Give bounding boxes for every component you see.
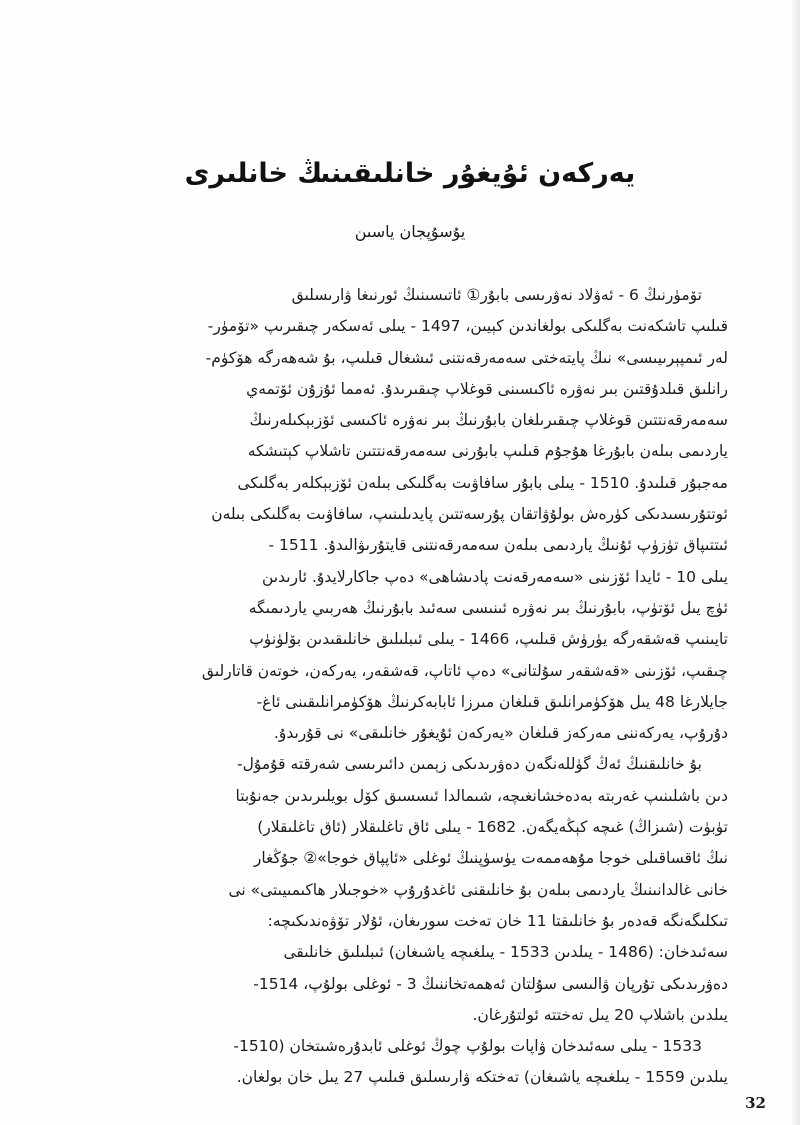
text-line: 1533 - يىلى سەئىدخان ۋاپات بولۇپ چوڭ ئوغلى ئابدۇرەشىتخان (1510- (233, 1037, 702, 1056)
text-line: ئىتتىپاق تۈزۈپ ئۇنىڭ ياردىمى بىلەن سەمەرقەنتنى قايتۇرىۋالىدۇ. 1511 - (268, 536, 728, 555)
page-number: 32 (745, 1094, 766, 1112)
text-line: رانلىق قىلدۇقتىن بىر نەۋرە ئاكىسىنى قوغلاپ چىقىرىدۇ. ئەمما ئۇزۇن ئۆتمەي (246, 379, 728, 398)
text-line: قىلىپ تاشكەنت بەگلىكى بولغاندىن كېيىن، 1497 - يىلى ئەسكەر چىقىرىپ «تۆمۈر- (207, 317, 728, 336)
body-text (68, 280, 728, 1094)
text-line: تايىنىپ قەشقەرگە يۈرۈش قىلىپ، 1466 - يىلى ئىبلىلىق خانلىقىدىن بۆلۈنۈپ (249, 630, 728, 649)
text-line: نىڭ ئاقساقىلى خوجا مۇھەممەت يۈسۈپنىڭ ئوغلى «ئاپپاق خوجا»② جۇڭغار (253, 849, 728, 868)
text-line: دۇرۇپ، يەركەننى مەركەز قىلغان «يەركەن ئۇيغۇر خانلىقى» نى قۇرىدۇ. (273, 724, 728, 743)
text-line: دىن باشلىنىپ غەربتە بەدەخشانغىچە، شىمالدا ئىسسىق كۆل بويلىرىدىن جەنۇبتا (235, 786, 728, 805)
text-line: مەجبۇر قىلىدۇ. 1510 - يىلى بابۇر سافاۋىت بەگلىكى بىلەن ئۆزبېكلەر بەگلىكى (237, 473, 728, 492)
text-line: تۆمۈرنىڭ 6 - ئەۋلاد نەۋرىسى بابۇر① ئاتىسىنىڭ ئورنىغا ۋارىسلىق (291, 286, 702, 304)
text-line: ئۈچ يىل ئۆتۈپ، بابۇرنىڭ بىر نەۋرە ئىنىسى سەئىد بابۇرنىڭ ھەربىي ياردىمىگە (248, 598, 728, 617)
text-line: ياردىمى بىلەن بابۇرغا ھۇجۇم قىلىپ بابۇرنى سەمەرقەنتتىن تاشلاپ كېتىشكە (247, 442, 728, 461)
text-line: سەئىدخان: (1486 - يىلدىن 1533 - يىلغىچە ياشىغان) ئىبلىلىق خانلىقى (283, 943, 728, 962)
text-line: دەۋرىدىكى تۇرپان ۋالىسى سۇلتان ئەھمەتخاننىڭ 3 - ئوغلى بولۇپ، 1514- (253, 974, 728, 993)
text-line: تۈبۈت (شىزاڭ) غىچە كېڭەيگەن. 1682 - يىلى ئاق تاغلىقلار (ئاق تاغلىقلار) (257, 818, 728, 837)
text-line: تىكلىگەنگە قەدەر بۇ خانلىقتا 11 خان تەخت سورىغان، ئۇلار تۆۋەندىكىچە: (267, 911, 728, 930)
article-title: يەركەن ئۇيغۇر خانلىقىنىڭ خانلىرى (184, 158, 636, 189)
page-edge-shadow (790, 0, 800, 1125)
author-name: يۇسۇپجان ياسىن (354, 222, 466, 241)
text-line: يىلى 10 - ئايدا ئۆزىنى «سەمەرقەنت پادىشاھى» دەپ جاكارلايدۇ. ئارىدىن (261, 567, 728, 586)
text-line: چىقىپ، ئۆزىنى «قەشقەر سۇلتانى» دەپ ئاتاپ، قەشقەر، يەركەن، خوتەن قاتارلىق (201, 661, 728, 680)
text-line: يىلدىن 1559 - يىلغىچە ياشىغان) تەختكە ۋارىسلىق قىلىپ 27 يىل خان بولغان. (236, 1068, 728, 1087)
text-line: بۇ خانلىقنىڭ ئەڭ گۈللەنگەن دەۋرىدىكى زېمىن دائىرىسى شەرقتە قۇمۇل- (237, 755, 702, 774)
text-line: يىلدىن باشلاپ 20 يىل تەختتە ئولتۇرغان. (472, 1005, 728, 1024)
text-line: جايلارغا 48 يىل ھۆكۈمرانلىق قىلغان مىرزا ئابابەكرنىڭ ھۆكۈمرانلىقىنى ئاغ- (256, 692, 728, 711)
text-line: ئوتتۇرىسىدىكى كۈرەش بولۇۋاتقان پۇرسەتتىن پايدىلىنىپ، سافاۋىت بەگلىكى بىلەن (211, 505, 728, 524)
text-line: خانى غالدانىنىڭ ياردىمى بىلەن بۇ خانلىقنى ئاغدۇرۇپ «خوجىلار ھاكىمىيىتى» نى (228, 880, 728, 899)
text-line: لەر ئىمپېرىيىسى» نىڭ پايتەختى سەمەرقەنتنى ئىشغال قىلىپ، بۇ شەھەرگە ھۆكۈم- (205, 348, 728, 367)
text-line: سەمەرقەنتتىن قوغلاپ چىقىرىلغان بابۇرنىڭ بىر نەۋرە ئاكىسى ئۆزبېكىلەرنىڭ (249, 411, 728, 430)
